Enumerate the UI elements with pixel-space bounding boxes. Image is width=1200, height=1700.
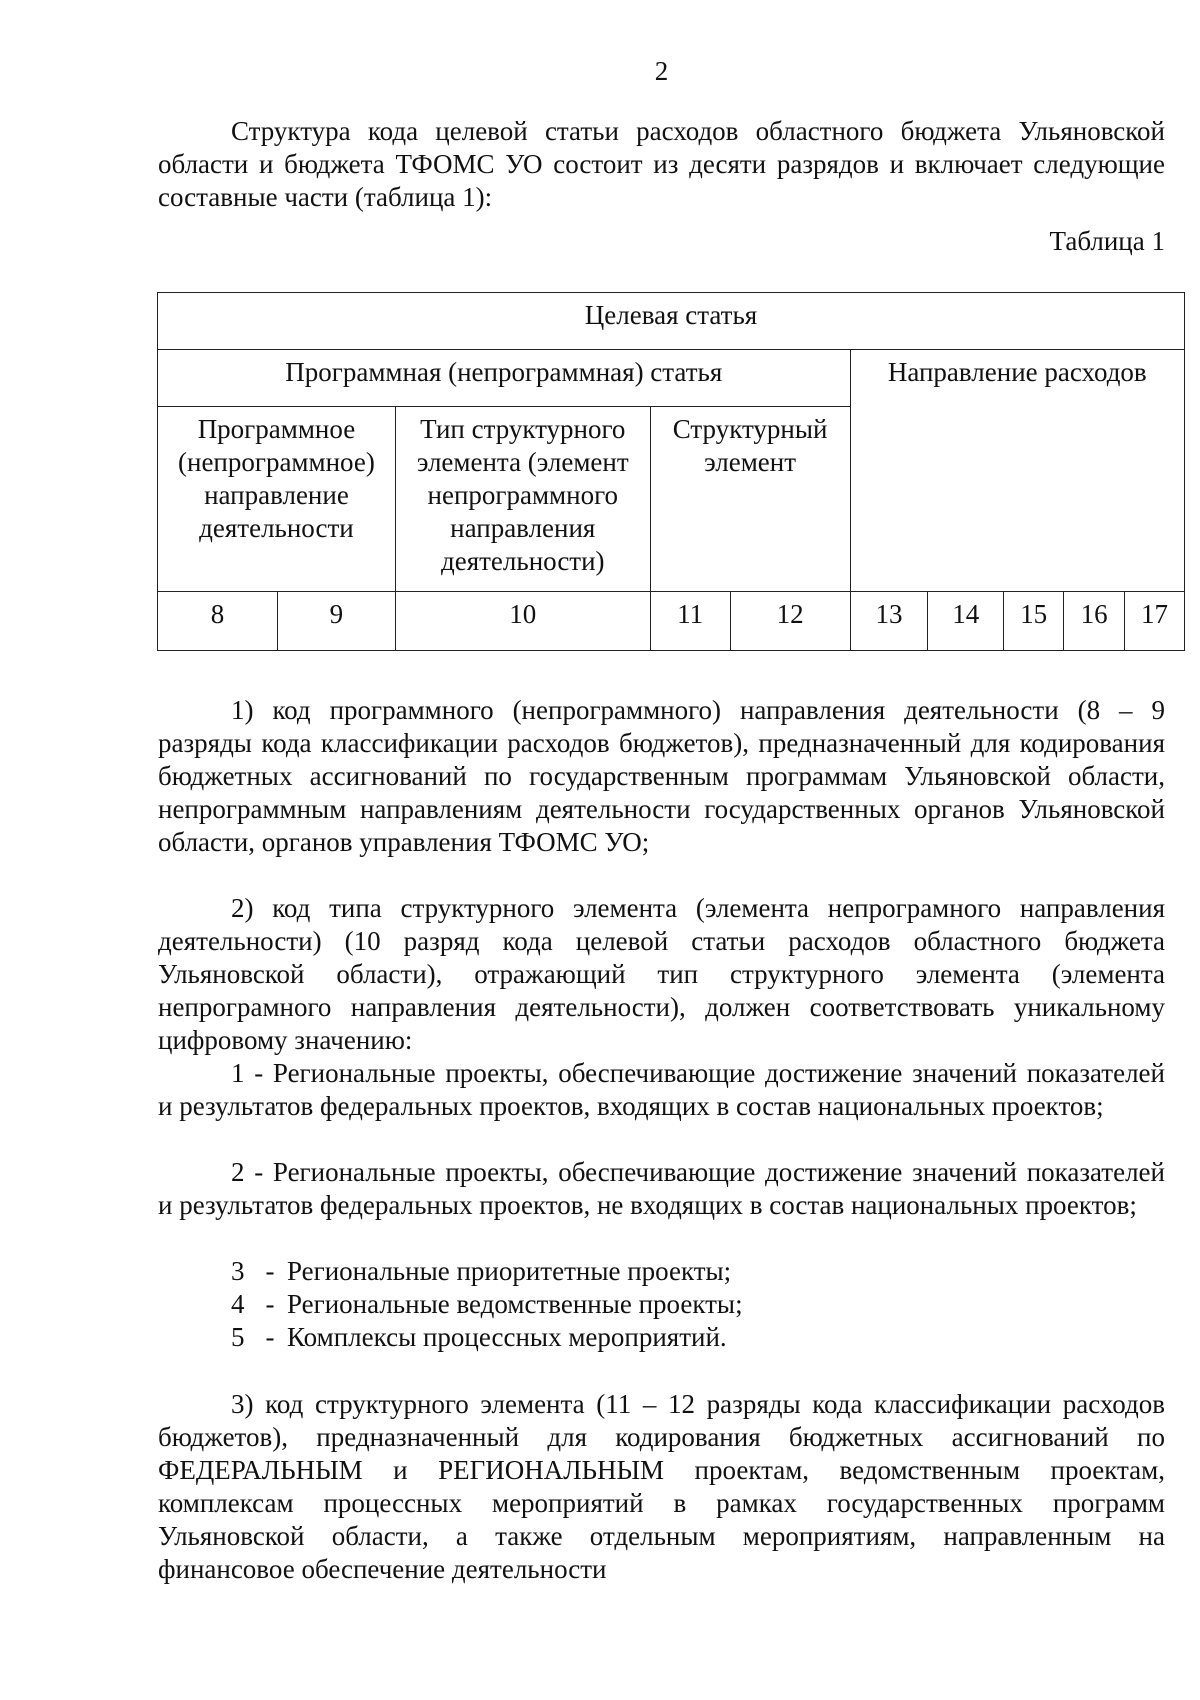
digit-cell: 14 xyxy=(928,592,1004,651)
digit-cell: 10 xyxy=(395,592,650,651)
header-expense-direction: Направление расходов xyxy=(850,350,1184,592)
digit-cell: 9 xyxy=(277,592,395,651)
item-dash: - xyxy=(265,1289,275,1319)
digit-cell: 17 xyxy=(1125,592,1185,651)
item-text: Региональные приоритетные проекты; xyxy=(287,1256,732,1286)
digit-cell: 12 xyxy=(730,592,850,651)
header-program-direction: Программное (непрограммное) направление деятельности xyxy=(158,407,396,592)
intro-paragraph: Структура кода целевой статьи расходов областного бюджета Ульяновской области и бюджета ТФОМС УО состоит из десяти разрядов и включает следующие составные части (таблица 1): xyxy=(158,116,1165,212)
item-dash: - xyxy=(265,1256,275,1286)
table-caption: Таблица 1 xyxy=(1049,226,1165,256)
digit-cell: 8 xyxy=(158,592,278,651)
list-item xyxy=(231,1321,743,1354)
list-item xyxy=(231,1255,743,1288)
list-item xyxy=(231,1288,743,1321)
list-item-1: 1 - Региональные проекты, обеспечивающие достижение значений показателей и результатов федеральных проектов, входящих в состав национальных проектов; xyxy=(158,1058,1165,1121)
item-dash: - xyxy=(265,1322,275,1352)
digit-cell: 13 xyxy=(850,592,928,651)
header-program-article: Программная (непрограммная) статья xyxy=(158,350,851,407)
short-list xyxy=(231,1255,743,1354)
item-number: 3 xyxy=(231,1256,245,1286)
item-number: 4 xyxy=(231,1289,245,1319)
code-structure-table xyxy=(157,292,1185,651)
paragraph-1: 1) код программного (непрограммного) направления деятельности (8 – 9 разряды кода классификации расходов бюджетов), предназначенный для кодирования бюджетных ассигнований по государственным программам Ульяновской области, непрограммным направлениям деятельности государственных органов Ульяновской области, органов управления ТФОМС УО; xyxy=(158,695,1165,857)
header-target-article: Целевая статья xyxy=(158,293,1185,350)
list-item-2: 2 - Региональные проекты, обеспечивающие достижение значений показателей и результатов федеральных проектов, не входящих в состав национальных проектов; xyxy=(158,1157,1165,1220)
item-text: Региональные ведомственные проекты; xyxy=(287,1289,743,1319)
digit-cell: 16 xyxy=(1064,592,1125,651)
header-element-type: Тип структурного элемента (элемент непрограммного направления деятельности) xyxy=(395,407,650,592)
page-number: 2 xyxy=(654,56,669,86)
digit-cell: 15 xyxy=(1004,592,1064,651)
header-structural-element: Структурный элемент xyxy=(650,407,850,592)
item-text: Комплексы процессных мероприятий. xyxy=(287,1322,727,1352)
paragraph-3: 3) код структурного элемента (11 – 12 разряды кода классификации расходов бюджетов), предназначенный для кодирования бюджетных ассигнований по ФЕДЕРАЛЬНЫМ и РЕГИОНАЛЬНЫМ проектам, ведомственным проектам, комплексам процессных мероприятий в рамках государственных программ Ульяновской области, а также отдельным мероприятиям, направленным на финансовое обеспечение деятельности xyxy=(158,1389,1165,1584)
paragraph-2: 2) код типа структурного элемента (элемента непрограмного направления деятельности) (10 разряд кода целевой статьи расходов областного бюджета Ульяновской области), отражающий тип структурного элемента (элемента непрограмного направления деятельности), должен соответствовать уникальному цифровому значению: xyxy=(158,893,1165,1055)
item-number: 5 xyxy=(231,1322,245,1352)
digit-cell: 11 xyxy=(650,592,730,651)
